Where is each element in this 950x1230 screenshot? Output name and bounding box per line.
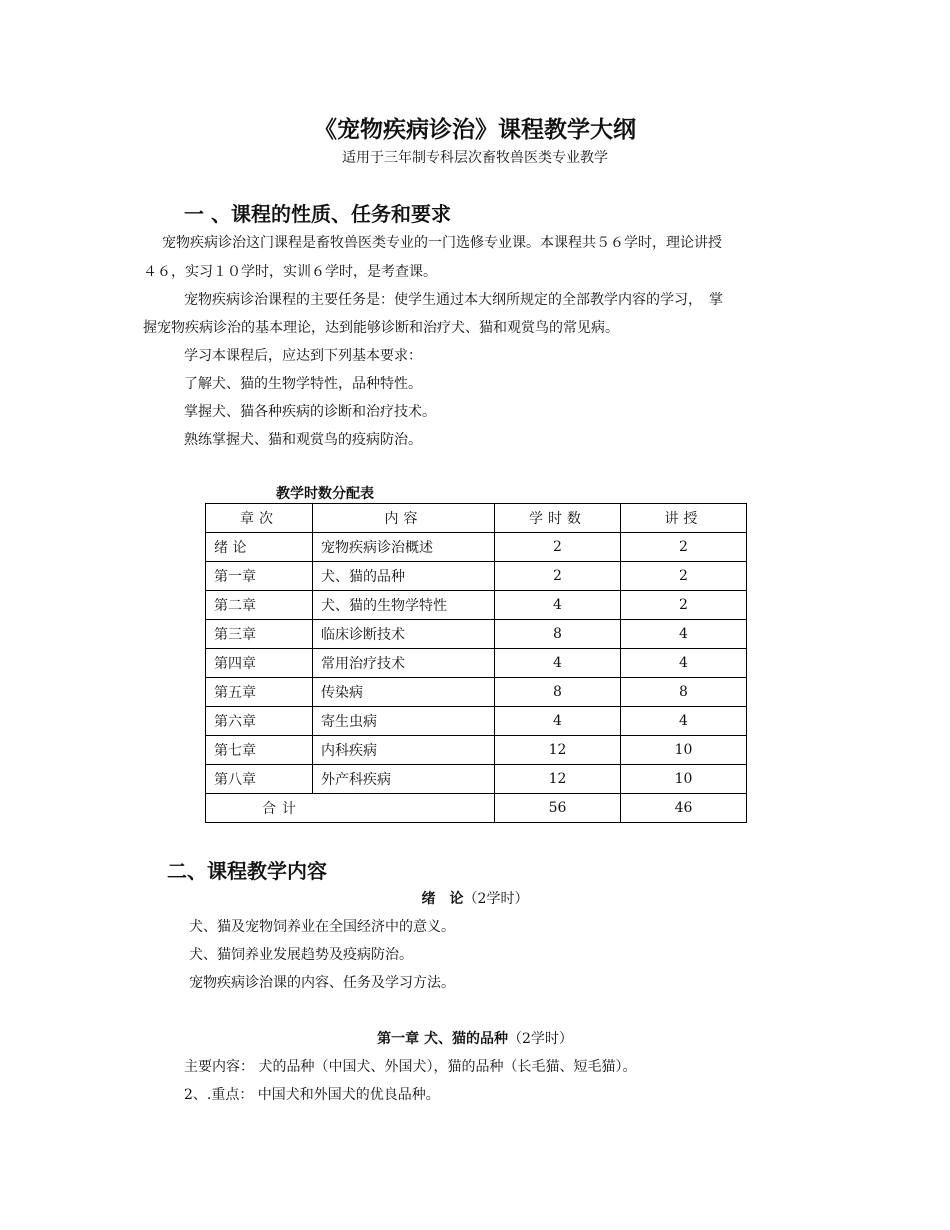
cell-chapter: 第八章 [206, 765, 313, 794]
chapter1-main-content: 主要内容： 犬的品种（中国犬、外国犬），猫的品种（长毛猫、短毛猫）。 [184, 1059, 637, 1075]
requirement-item: 了解犬、猫的生物学特性，品种特性。 [184, 376, 422, 392]
cell-content: 外产科疾病 [313, 765, 495, 794]
cell-lecture: 2 [621, 533, 747, 562]
total-hours: 56 [495, 794, 621, 823]
chapter1-title: 第一章 犬、猫的品种 [377, 1031, 508, 1047]
cell-content: 寄生虫病 [313, 707, 495, 736]
cell-hours: 4 [495, 649, 621, 678]
cell-chapter: 第六章 [206, 707, 313, 736]
hours-table [205, 503, 747, 823]
cell-content: 传染病 [313, 678, 495, 707]
intro-item: 犬、猫饲养业发展趋势及疫病防治。 [189, 947, 413, 963]
cell-hours: 4 [495, 591, 621, 620]
cell-content: 临床诊断技术 [313, 620, 495, 649]
chapter1-heading [0, 1028, 950, 1048]
cell-lecture: 4 [621, 620, 747, 649]
table-header-row [206, 504, 747, 533]
cell-hours: 4 [495, 707, 621, 736]
cell-hours: 12 [495, 736, 621, 765]
cell-content: 内科疾病 [313, 736, 495, 765]
intro-hours: （2学时） [463, 891, 529, 907]
cell-chapter: 第四章 [206, 649, 313, 678]
table-caption: 教学时数分配表 [276, 486, 374, 502]
requirements-intro: 学习本课程后，应达到下列基本要求： [184, 348, 422, 364]
table-row [206, 649, 747, 678]
cell-content: 常用治疗技术 [313, 649, 495, 678]
cell-hours: 8 [495, 678, 621, 707]
cell-content: 宠物疾病诊治概述 [313, 533, 495, 562]
cell-lecture: 8 [621, 678, 747, 707]
intro-heading [0, 888, 950, 908]
cell-content: 犬、猫的生物学特性 [313, 591, 495, 620]
cell-chapter: 绪 论 [206, 533, 313, 562]
cell-chapter: 第五章 [206, 678, 313, 707]
cell-lecture: 2 [621, 591, 747, 620]
table-row [206, 736, 747, 765]
total-label: 合计 [206, 794, 495, 823]
table-row [206, 533, 747, 562]
cell-lecture: 2 [621, 562, 747, 591]
cell-content: 犬、猫的品种 [313, 562, 495, 591]
cell-chapter: 第一章 [206, 562, 313, 591]
cell-hours: 12 [495, 765, 621, 794]
cell-chapter: 第三章 [206, 620, 313, 649]
intro-title: 绪 论 [421, 891, 464, 907]
cell-lecture: 10 [621, 765, 747, 794]
document-title: 《宠物疾病诊治》课程教学大纲 [314, 117, 636, 143]
chapter1-key-point: 2、.重点： 中国犬和外国犬的优良品种。 [184, 1087, 440, 1103]
section1-para1-line2: ４６，实习１０学时，实训６学时，是考查课。 [143, 264, 437, 280]
cell-lecture: 4 [621, 707, 747, 736]
section1-para1-line1: 宠物疾病诊治这门课程是畜牧兽医类专业的一门选修专业课。本课程共５６学时，理论讲授 [162, 235, 722, 251]
cell-lecture: 10 [621, 736, 747, 765]
total-lecture: 46 [621, 794, 747, 823]
cell-chapter: 第二章 [206, 591, 313, 620]
section1-para2-line1: 宠物疾病诊治课程的主要任务是：使学生通过本大纲所规定的全部教学内容的学习， 掌 [184, 292, 723, 308]
table-row [206, 562, 747, 591]
section2-heading: 二、课程教学内容 [167, 859, 327, 883]
cell-lecture: 4 [621, 649, 747, 678]
header-chapter: 章次 [206, 504, 313, 533]
intro-item: 宠物疾病诊治课的内容、任务及学习方法。 [189, 975, 455, 991]
table-row [206, 591, 747, 620]
cell-chapter: 第七章 [206, 736, 313, 765]
header-content: 内容 [313, 504, 495, 533]
header-lecture: 讲授 [621, 504, 747, 533]
section1-heading: 一 、课程的性质、任务和要求 [184, 202, 451, 226]
document-subtitle: 适用于三年制专科层次畜牧兽医类专业教学 [342, 150, 608, 166]
section1-para2-line2: 握宠物疾病诊治的基本理论，达到能够诊断和治疗犬、猫和观赏鸟的常见病。 [143, 320, 619, 336]
table-row [206, 620, 747, 649]
intro-item: 犬、猫及宠物饲养业在全国经济中的意义。 [189, 919, 455, 935]
requirement-item: 掌握犬、猫各种疾病的诊断和治疗技术。 [184, 404, 436, 420]
table-row [206, 707, 747, 736]
table-row [206, 765, 747, 794]
table-total-row [206, 794, 747, 823]
table-row [206, 678, 747, 707]
cell-hours: 2 [495, 562, 621, 591]
header-hours: 学时数 [495, 504, 621, 533]
requirement-item: 熟练掌握犬、猫和观赏鸟的疫病防治。 [184, 432, 422, 448]
cell-hours: 2 [495, 533, 621, 562]
chapter1-hours: （2学时） [507, 1031, 573, 1047]
cell-hours: 8 [495, 620, 621, 649]
